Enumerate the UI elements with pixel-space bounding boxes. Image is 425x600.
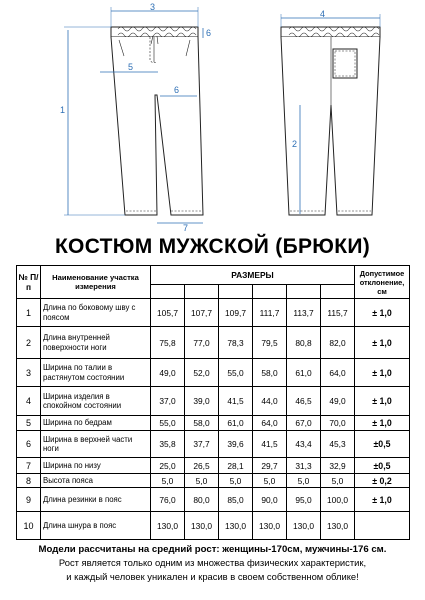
row-value: 5,0 — [185, 474, 219, 488]
row-tolerance: ±0,5 — [355, 431, 410, 458]
row-tolerance: ± 1,0 — [355, 488, 410, 512]
dim-label-5: 5 — [128, 62, 134, 72]
row-num: 10 — [17, 512, 41, 540]
row-value: 130,0 — [151, 512, 185, 540]
row-value: 115,7 — [321, 299, 355, 327]
row-num: 7 — [17, 458, 41, 474]
row-value: 55,0 — [219, 359, 253, 387]
header-sizes: РАЗМЕРЫ — [151, 266, 355, 285]
table-row — [17, 299, 410, 327]
row-tolerance: ± 1,0 — [355, 416, 410, 431]
row-value: 80,8 — [287, 327, 321, 359]
row-value: 5,0 — [287, 474, 321, 488]
size-table-container — [16, 265, 409, 540]
row-value: 85,0 — [219, 488, 253, 512]
dim-label-6: 6 — [174, 85, 180, 95]
dim-label-4: 4 — [320, 9, 326, 19]
row-tolerance: ± 1,0 — [355, 327, 410, 359]
table-row — [17, 431, 410, 458]
row-value: 5,0 — [219, 474, 253, 488]
row-value: 82,0 — [321, 327, 355, 359]
table-row — [17, 474, 410, 488]
row-tolerance: ± 1,0 — [355, 299, 410, 327]
row-value: 49,0 — [321, 387, 355, 416]
row-value: 76,0 — [151, 488, 185, 512]
row-value: 130,0 — [253, 512, 287, 540]
footer-note — [0, 543, 425, 584]
row-value: 80,0 — [185, 488, 219, 512]
row-tolerance — [355, 512, 410, 540]
row-name: Длина внутренней поверхности ноги — [41, 327, 151, 359]
size-table — [16, 265, 410, 540]
row-name: Ширина в верхней части ноги — [41, 431, 151, 458]
row-num: 2 — [17, 327, 41, 359]
row-name: Ширина по низу — [41, 458, 151, 474]
row-num: 4 — [17, 387, 41, 416]
row-num: 6 — [17, 431, 41, 458]
row-value: 95,0 — [287, 488, 321, 512]
row-value: 77,0 — [185, 327, 219, 359]
row-value: 61,0 — [219, 416, 253, 431]
row-name: Высота пояса — [41, 474, 151, 488]
size-col-6 — [321, 285, 355, 299]
row-name: Длина шнура в пояс — [41, 512, 151, 540]
table-row — [17, 416, 410, 431]
row-num: 3 — [17, 359, 41, 387]
row-value: 52,0 — [185, 359, 219, 387]
row-name: Длина по боковому шву с поясом — [41, 299, 151, 327]
header-num: № П/п — [17, 266, 41, 299]
table-row — [17, 512, 410, 540]
row-value: 107,7 — [185, 299, 219, 327]
size-col-5 — [287, 285, 321, 299]
row-value: 130,0 — [185, 512, 219, 540]
row-num: 9 — [17, 488, 41, 512]
footer-line-3: и каждый человек уникален и красив в своем собственном облике! — [66, 571, 359, 582]
pants-drawing-svg — [0, 0, 425, 232]
table-header-row — [17, 266, 410, 285]
row-name: Ширина изделия в спокойном состоянии — [41, 387, 151, 416]
row-tolerance: ± 1,0 — [355, 387, 410, 416]
row-value: 25,0 — [151, 458, 185, 474]
row-value: 105,7 — [151, 299, 185, 327]
row-value: 44,0 — [253, 387, 287, 416]
header-name: Наименование участка измерения — [41, 266, 151, 299]
row-value: 26,5 — [185, 458, 219, 474]
row-value: 61,0 — [287, 359, 321, 387]
row-tolerance: ± 1,0 — [355, 359, 410, 387]
row-value: 37,0 — [151, 387, 185, 416]
row-value: 49,0 — [151, 359, 185, 387]
table-row — [17, 359, 410, 387]
row-value: 78,3 — [219, 327, 253, 359]
row-num: 1 — [17, 299, 41, 327]
dim-label-2: 2 — [292, 139, 298, 149]
row-value: 29,7 — [253, 458, 287, 474]
row-value: 130,0 — [287, 512, 321, 540]
size-col-3 — [219, 285, 253, 299]
row-value: 67,0 — [287, 416, 321, 431]
row-value: 5,0 — [321, 474, 355, 488]
row-value: 35,8 — [151, 431, 185, 458]
row-tolerance: ± 0,2 — [355, 474, 410, 488]
row-value: 90,0 — [253, 488, 287, 512]
row-value: 32,9 — [321, 458, 355, 474]
row-tolerance: ±0,5 — [355, 458, 410, 474]
row-value: 111,7 — [253, 299, 287, 327]
dim-label-1: 1 — [60, 105, 66, 115]
dim-label-6-small: 6 — [206, 28, 212, 38]
row-name: Ширина по талии в растянутом состоянии — [41, 359, 151, 387]
footer-height-note: Модели рассчитаны на средний рост: женщины-170см, мужчины-176 см. — [38, 544, 387, 555]
row-name: Ширина по бедрам — [41, 416, 151, 431]
row-value: 79,5 — [253, 327, 287, 359]
size-col-2 — [185, 285, 219, 299]
row-value: 55,0 — [151, 416, 185, 431]
row-value: 113,7 — [287, 299, 321, 327]
row-value: 39,0 — [185, 387, 219, 416]
row-value: 64,0 — [253, 416, 287, 431]
dim-label-3: 3 — [150, 2, 156, 12]
row-num: 5 — [17, 416, 41, 431]
table-row — [17, 387, 410, 416]
row-value: 58,0 — [253, 359, 287, 387]
row-value: 39,6 — [219, 431, 253, 458]
row-value: 5,0 — [151, 474, 185, 488]
header-tolerance: Допустимое отклонение, см — [355, 266, 410, 299]
row-value: 28,1 — [219, 458, 253, 474]
back-view — [281, 27, 380, 215]
row-value: 5,0 — [253, 474, 287, 488]
row-value: 31,3 — [287, 458, 321, 474]
row-value: 58,0 — [185, 416, 219, 431]
row-value: 130,0 — [219, 512, 253, 540]
row-value: 100,0 — [321, 488, 355, 512]
row-name: Длина резинки в пояс — [41, 488, 151, 512]
row-value: 109,7 — [219, 299, 253, 327]
technical-drawing — [0, 0, 425, 232]
row-value: 46,5 — [287, 387, 321, 416]
row-value: 41,5 — [253, 431, 287, 458]
row-value: 41,5 — [219, 387, 253, 416]
row-value: 43,4 — [287, 431, 321, 458]
table-body — [17, 299, 410, 540]
size-col-4 — [253, 285, 287, 299]
footer-line-2: Рост является только одним из множества физических характеристик, — [58, 557, 367, 568]
table-row — [17, 488, 410, 512]
table-row — [17, 458, 410, 474]
front-view — [111, 27, 203, 215]
row-value: 37,7 — [185, 431, 219, 458]
size-col-1 — [151, 285, 185, 299]
row-num: 8 — [17, 474, 41, 488]
row-value: 64,0 — [321, 359, 355, 387]
dim-label-7: 7 — [183, 223, 189, 232]
row-value: 45,3 — [321, 431, 355, 458]
row-value: 75,8 — [151, 327, 185, 359]
document-title: КОСТЮМ МУЖСКОЙ (БРЮКИ) — [54, 235, 371, 258]
row-value: 70,0 — [321, 416, 355, 431]
table-row — [17, 327, 410, 359]
row-value: 130,0 — [321, 512, 355, 540]
